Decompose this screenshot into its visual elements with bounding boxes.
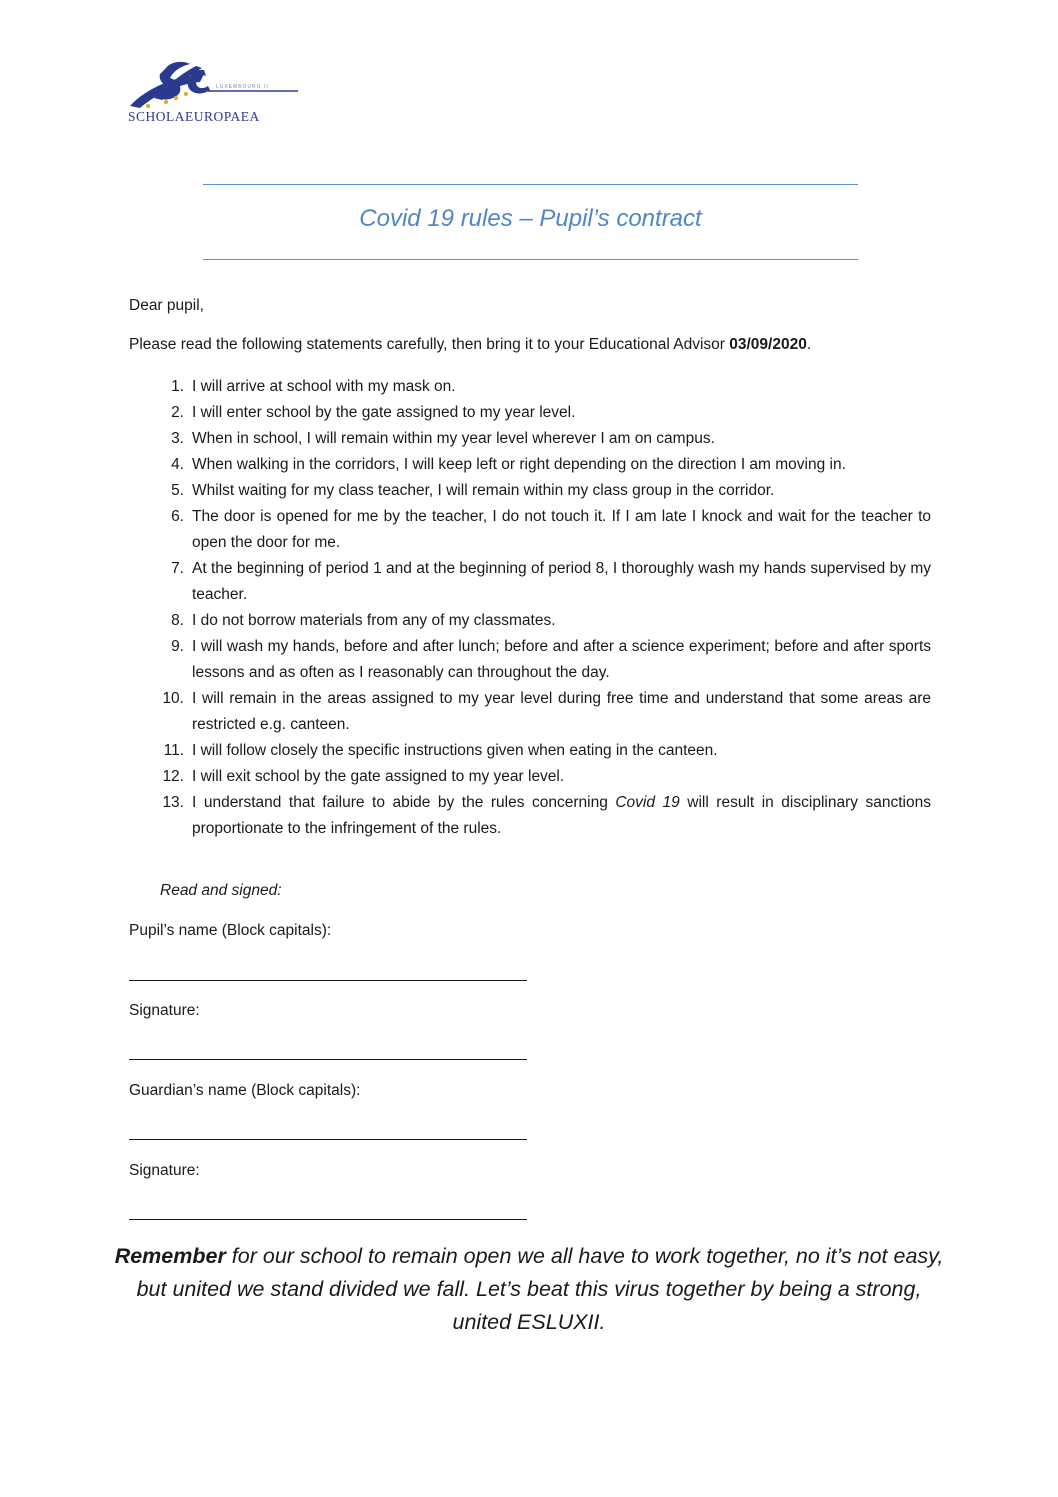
rule-number: 3. xyxy=(171,430,184,447)
rule-number: 2. xyxy=(171,404,184,421)
title-rule-top xyxy=(203,184,858,185)
rule-item xyxy=(129,634,931,686)
pupil-name-line[interactable] xyxy=(129,980,527,981)
rule-text: Whilst waiting for my class teacher, I will remain within my class group in the corridor. xyxy=(192,482,775,499)
guardian-name-line[interactable] xyxy=(129,1139,527,1140)
guardian-name-label: Guardian’s name (Block capitals): xyxy=(129,1082,361,1099)
rule-text: When walking in the corridors, I will keep left or right depending on the direction I am moving in. xyxy=(192,456,846,473)
page-title: Covid 19 rules – Pupil’s contract xyxy=(359,205,702,232)
read-and-signed-label: Read and signed: xyxy=(160,882,282,899)
closing-bold: Remember xyxy=(114,1244,226,1268)
intro-text: Please read the following statements carefully, then bring it to your Educational Advisor xyxy=(129,336,730,353)
rule-item xyxy=(129,478,931,504)
intro-paragraph xyxy=(129,335,811,355)
rule-item xyxy=(129,374,931,400)
closing-text: for our school to remain open we all have to work together, no it’s not easy, but united we stand divided we fall. Let’s beat this virus together by being a strong, united ESLUXII. xyxy=(136,1244,944,1334)
rule-item xyxy=(129,400,931,426)
intro-date: 03/09/2020 xyxy=(729,336,807,353)
rule-text: I will remain in the areas assigned to my year level during free time and understand that some areas are restricted e.g. canteen. xyxy=(192,690,931,733)
rule-number: 12. xyxy=(162,768,184,785)
guardian-signature-line[interactable] xyxy=(129,1219,527,1220)
rule-text: I will follow closely the specific instructions given when eating in the canteen. xyxy=(192,742,718,759)
logo-wordmark: SCHOLAEUROPAEA xyxy=(128,109,260,124)
rule-text: I will wash my hands, before and after lunch; before and after a science experiment; before and after sports lessons and as often as I reasonably can throughout the day. xyxy=(192,638,931,681)
rule-text-pre: I understand that failure to abide by the rules concerning xyxy=(192,794,616,811)
rule-number: 8. xyxy=(171,612,184,629)
rule-text: When in school, I will remain within my year level wherever I am on campus. xyxy=(192,430,715,447)
rule-number: 10. xyxy=(162,690,184,707)
rule-text: I will arrive at school with my mask on. xyxy=(192,378,456,395)
guardian-signature-label: Signature: xyxy=(129,1162,200,1179)
rule-item xyxy=(129,764,931,790)
rule-number: 1. xyxy=(171,378,184,395)
pupil-signature-line[interactable] xyxy=(129,1059,527,1060)
school-logo-graphic xyxy=(126,58,301,126)
rule-item xyxy=(129,686,931,738)
rule-number: 5. xyxy=(171,482,184,499)
rule-number: 9. xyxy=(171,638,184,655)
rule-number: 7. xyxy=(171,560,184,577)
rule-item xyxy=(129,790,931,842)
rule-item xyxy=(129,738,931,764)
pupil-name-label: Pupil’s name (Block capitals): xyxy=(129,922,332,939)
rule-text: The door is opened for me by the teacher, I do not touch it. If I am late I knock and wait for the teacher to open the door for me. xyxy=(192,508,931,551)
rule-text-emphasis: Covid 19 xyxy=(615,794,680,811)
rule-item xyxy=(129,504,931,556)
title-rule-bottom xyxy=(203,259,858,260)
rule-number: 11. xyxy=(163,742,184,759)
rule-item xyxy=(129,452,931,478)
rule-item xyxy=(129,426,931,452)
rule-text: I will exit school by the gate assigned to my year level. xyxy=(192,768,565,785)
pupil-signature-label: Signature: xyxy=(129,1002,200,1019)
rule-text: At the beginning of period 1 and at the beginning of period 8, I thoroughly wash my hands supervised by my teacher. xyxy=(192,560,931,603)
rules-list xyxy=(129,374,931,842)
rule-number: 6. xyxy=(171,508,184,525)
greeting: Dear pupil, xyxy=(129,297,204,314)
school-logo xyxy=(126,58,301,126)
rule-text xyxy=(192,790,931,842)
rule-number: 4. xyxy=(171,456,184,473)
closing-message xyxy=(110,1240,948,1339)
rule-text: I will enter school by the gate assigned to my year level. xyxy=(192,404,576,421)
intro-end: . xyxy=(806,336,812,353)
rule-text: I do not borrow materials from any of my classmates. xyxy=(192,612,556,629)
rule-text-post: will result in disciplinary sanctions proportionate to the infringement of the rules. xyxy=(192,794,931,837)
rule-item xyxy=(129,608,931,634)
rule-item xyxy=(129,556,931,608)
rule-number: 13. xyxy=(162,794,184,811)
svg-text:LUXEMBOURG II: LUXEMBOURG II xyxy=(216,84,269,90)
